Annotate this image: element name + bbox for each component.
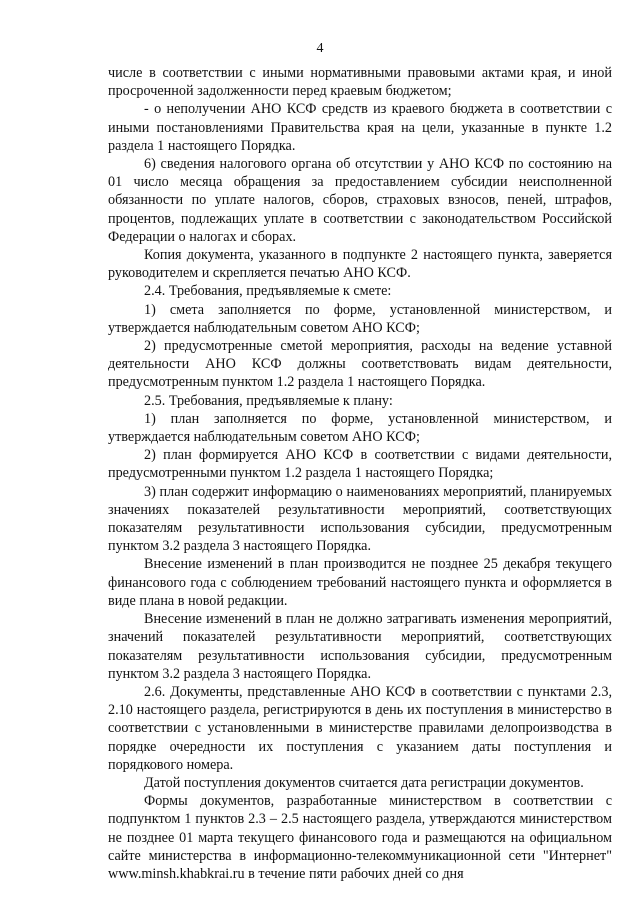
paragraph: Внесение изменений в план производится не позднее 25 декабря текущего финансового года с соблюдением требований настоящего пункта и оформляется в виде плана в новой редакции.	[108, 556, 612, 609]
paragraph: числе в соответствии с иными нормативными правовыми актами края, и иной просроченной задолженности перед краевым бюджетом;	[108, 65, 612, 100]
paragraph: 1) план заполняется по форме, установленной министерством, и утверждается наблюдательным советом АНО КСФ;	[108, 410, 612, 446]
page-number: 4	[316, 41, 324, 56]
paragraph: 6) сведения налогового органа об отсутствии у АНО КСФ по состоянию на 01 число месяца обращения за предоставлением субсидии неисполненной обязанности по уплате налогов, сборов, страховых взносов, пеней, штрафов, процентов, подлежащих уплате в соответствии с законодательством Российской Федерации о налогах и сборах.	[108, 156, 612, 245]
document-body	[108, 64, 612, 883]
section-heading: 2.5. Требования, предъявляемые к плану:	[144, 392, 393, 409]
paragraph: 3) план содержит информацию о наименованиях мероприятий, планируемых значениях показателей результативности мероприятий, соответствующих показателям результативности использования субсидии, предусмотренным пунктом 3.2 раздела 3 настоящего Порядка.	[108, 483, 612, 555]
paragraph: Датой поступления документов считается дата регистрации документов.	[144, 774, 584, 791]
paragraph: 2) предусмотренные сметой мероприятия, расходы на ведение уставной деятельности АНО КСФ должны соответствовать видам деятельности, предусмотренным пунктом 1.2 раздела 1 настоящего Порядка.	[108, 338, 612, 391]
paragraph: - о неполучении АНО КСФ средств из краевого бюджета в соответствии с иными постановлениями Правительства края на цели, указанные в пункте 1.2 раздела 1 настоящего Порядка.	[108, 101, 612, 154]
paragraph: 2) план формируется АНО КСФ в соответствии с видами деятельности, предусмотренными пунктом 1.2 раздела 1 настоящего Порядка;	[108, 447, 612, 482]
paragraph: 1) смета заполняется по форме, установленной министерством, и утверждается наблюдательным советом АНО КСФ;	[108, 301, 612, 336]
section-heading: 2.4. Требования, предъявляемые к смете:	[144, 283, 392, 300]
paragraph: Копия документа, указанного в подпункте 2 настоящего пункта, заверяется руководителем и скрепляется печатью АНО КСФ.	[108, 247, 612, 282]
paragraph: Внесение изменений в план не должно затрагивать изменения мероприятий, значений показателей результативности мероприятий, соответствующих показателям результативности использования субсидии, предусмотренным пунктом 3.2 раздела 3 настоящего Порядка.	[108, 611, 612, 682]
paragraph: 2.6. Документы, представленные АНО КСФ в соответствии с пунктами 2.3, 2.10 настоящего раздела, регистрируются в день их поступления в министерство в соответствии с установленными в министерстве правилами делопроизводства в порядке очередности их поступления с указанием даты поступления и порядкового номера.	[108, 683, 612, 773]
paragraph: Формы документов, разработанные министерством в соответствии с подпунктом 1 пунктов 2.3 – 2.5 настоящего раздела, утверждаются министерством не позднее 01 марта текущего финансового года и размещаются на официальном сайте министерства в информационно-телекоммуникационной сети "Интернет" www.minsh.khabkrai.ru в течение пяти рабочих дней со дня	[108, 793, 612, 882]
